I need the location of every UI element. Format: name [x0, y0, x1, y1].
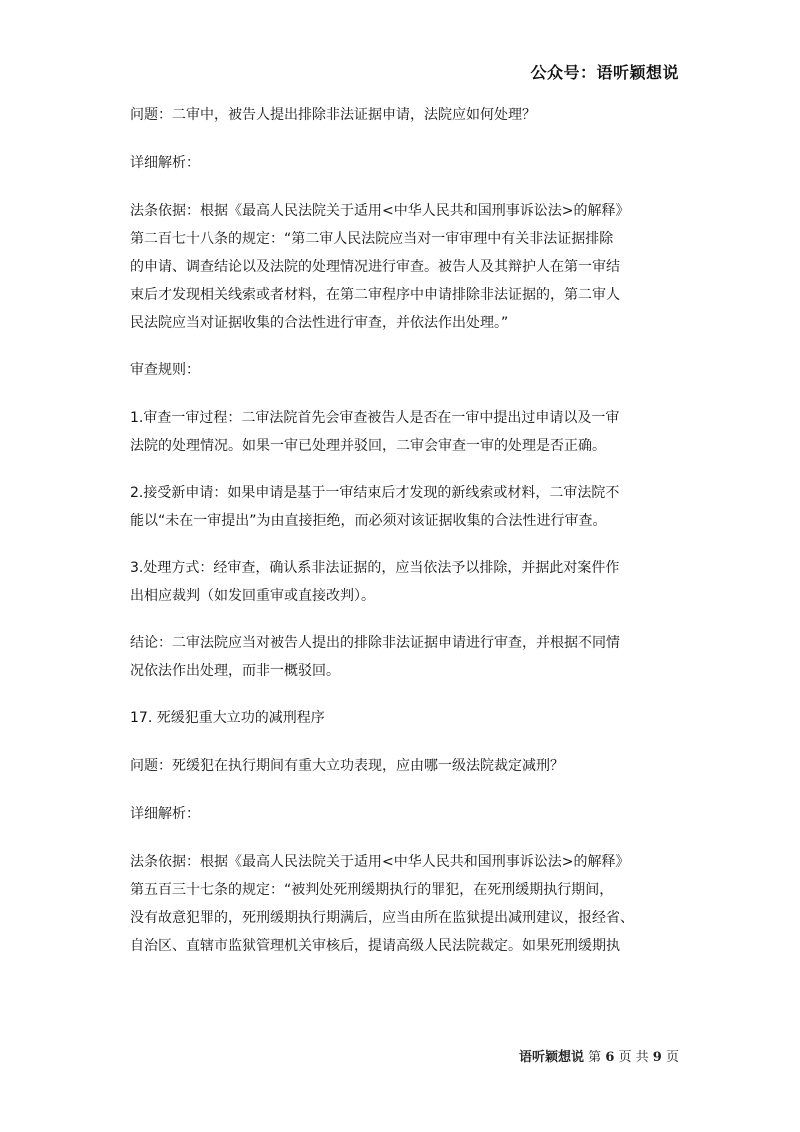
paragraph-question-2: 问题：死缓犯在执行期间有重大立功表现，应由哪一级法院裁定减刑？ [130, 758, 564, 774]
paragraph-rule-1: 1.审查一审过程：二审法院首先会审查被告人是否在一审中提出过申请以及一审 法院的处理情况。如果一审已处理并驳回，二审会审查一审的处理是否正确。 [130, 410, 620, 454]
paragraph-legal-basis-1: 法条依据：根据《最高人民法院关于适用<中华人民共和国刑事诉讼法>的解释》 第二百七十八条的规定：“第二审人民法院应当对一审审理中有关非法证据排除 的申请、调查结论以及法院的处理情况进行审查。被告人及其辩护人在第一审结 束后才发现相关线索或者材料，在第二审程序中申请排除非法证据的，第二审人 民法院应当对证据收集的合法性进行审查，并依法作出处理。” [130, 203, 630, 331]
section-heading-17: 17. 死缓犯重大立功的减刑程序 [130, 710, 325, 726]
page-footer [519, 1046, 679, 1065]
paragraph-legal-basis-2: 法条依据：根据《最高人民法院关于适用<中华人民共和国刑事诉讼法>的解释》 第五百三十七条的规定：“被判处死刑缓期执行的罪犯，在死刑缓期执行期间， 没有故意犯罪的，死刑缓期执行期满后，应当由所在监狱提出减刑建议，报经省、 自治区、直辖市监狱管理机关审核后，提请高级人民法院裁定。如果死刑缓期执 [130, 854, 634, 954]
paragraph-question-1: 问题：二审中，被告人提出排除非法证据申请，法院应如何处理？ [130, 107, 536, 123]
paragraph-review-rules-heading: 审查规则： [130, 362, 200, 378]
footer-page-prefix: 第 [588, 1050, 602, 1065]
paragraph-analysis-heading-1: 详细解析： [130, 155, 200, 171]
paragraph-conclusion: 结论：二审法院应当对被告人提出的排除非法证据申请进行审查，并根据不同情 况依法作出处理，而非一概驳回。 [130, 635, 620, 679]
paragraph-analysis-heading-2: 详细解析： [130, 806, 200, 822]
header-brand: 公众号：语听颖想说 [530, 63, 679, 82]
footer-brand: 语听颖想说 [519, 1050, 585, 1065]
footer-page-total: 9 [652, 1050, 662, 1065]
footer-page-middle: 页 共 [618, 1050, 649, 1065]
paragraph-rule-2: 2.接受新申请：如果申请是基于一审结束后才发现的新线索或材料，二审法院不 能以“未在一审提出”为由直接拒绝，而必须对该证据收集的合法性进行审查。 [130, 485, 620, 529]
footer-page-suffix: 页 [665, 1050, 679, 1065]
footer-page-current: 6 [605, 1050, 615, 1065]
document-body [130, 101, 675, 979]
paragraph-rule-3: 3.处理方式：经审查，确认系非法证据的，应当依法予以排除，并据此对案件作 出相应裁判（如发回重审或直接改判）。 [130, 560, 620, 604]
